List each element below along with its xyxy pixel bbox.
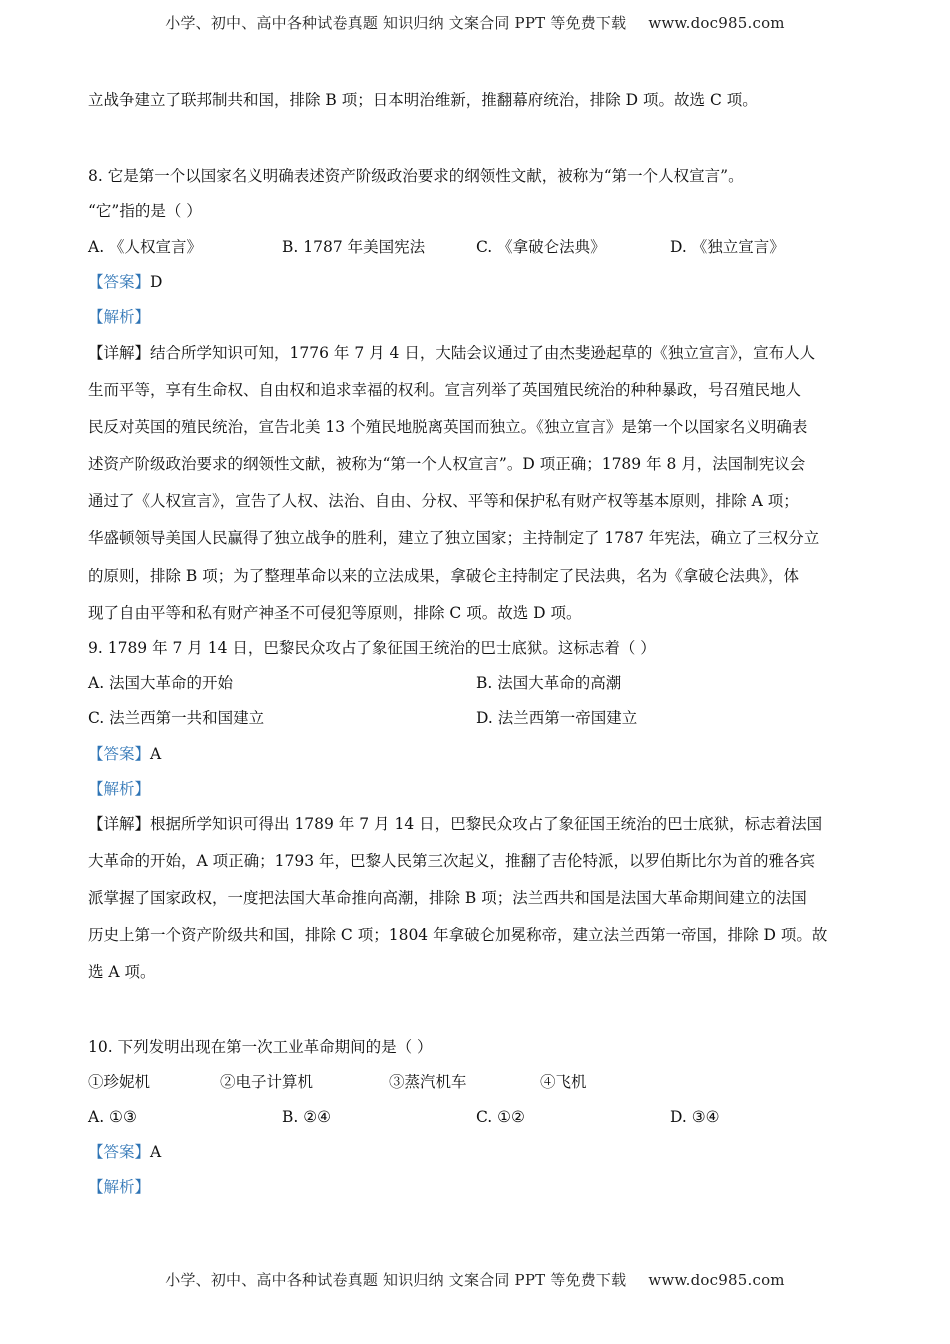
answer-value: D [150,273,163,291]
detail-text: 结合所学知识可知，1776 年 7 月 4 日，大陆会议通过了由杰斐逊起草的《独立宣言》，宣布人人 [150,344,816,362]
answer-label: 【答案】 [88,745,151,763]
answer-label: 【答案】 [88,273,151,291]
q9-option-a: A. 法国大革命的开始 [88,674,234,692]
q8-detail-line: 民反对英国的殖民统治，宣告北美 13 个殖民地脱离英国而独立。《独立宣言》是第一个以国家名义明确表 [88,418,808,436]
q10-item-2: ②电子计算机 [220,1073,314,1091]
page-footer [0,1269,950,1290]
q10-option-c: C. ①② [476,1108,525,1126]
page-header [0,12,950,33]
footer-url[interactable]: www.doc985.com [648,1271,785,1289]
q8-answer [88,272,162,292]
q8-detail-line: 现了自由平等和私有财产神圣不可侵犯等原则，排除 C 项。故选 D 项。 [88,604,582,622]
analysis-label: 【解析】 [88,1178,151,1196]
q10-item-1: ①珍妮机 [88,1073,151,1091]
q8-option-b: B. 1787 年美国宪法 [282,238,426,256]
detail-label: 【详解】 [88,344,151,362]
detail-text: 根据所学知识可得出 1789 年 7 月 14 日，巴黎民众攻占了象征国王统治的巴士底狱，标志着法国 [150,815,823,833]
q9-detail-line: 选 A 项。 [88,963,156,981]
q9-answer [88,744,161,764]
q10-stem: 10. 下列发明出现在第一次工业革命期间的是（ ） [88,1038,433,1056]
answer-value: A [150,745,162,763]
q9-option-d: D. 法兰西第一帝国建立 [476,709,638,727]
q8-option-d: D. 《独立宣言》 [670,238,785,256]
analysis-label: 【解析】 [88,308,151,326]
q8-detail-line: 通过了《人权宣言》，宣告了人权、法治、自由、分权、平等和保护私有财产权等基本原则，排除 A 项； [88,492,799,510]
q9-detail-line: 大革命的开始，A 项正确；1793 年，巴黎人民第三次起义，推翻了吉伦特派，以罗伯斯比尔为首的雅各宾 [88,852,815,870]
q8-analysis-label [88,307,150,327]
q8-detail-line: 华盛顿领导美国人民赢得了独立战争的胜利，建立了独立国家；主持制定了 1787 年宪法，确立了三权分立 [88,529,820,547]
analysis-label: 【解析】 [88,780,151,798]
header-url[interactable]: www.doc985.com [648,14,785,32]
q9-option-c: C. 法兰西第一共和国建立 [88,709,265,727]
q9-stem: 9. 1789 年 7 月 14 日，巴黎民众攻占了象征国王统治的巴士底狱。这标志着（ ） [88,639,656,657]
q9-option-b: B. 法国大革命的高潮 [476,674,622,692]
q9-detail-line: 派掌握了国家政权，一度把法国大革命推向高潮，排除 B 项；法兰西共和国是法国大革命期间建立的法国 [88,889,807,907]
q10-item-3: ③蒸汽机车 [389,1073,467,1091]
q9-detail-line [88,814,822,834]
q9-analysis-label [88,779,150,799]
q8-stem-line-1: 8. 它是第一个以国家名义明确表述资产阶级政治要求的纲领性文献，被称为“第一个人权宣言”。 [88,167,744,185]
q10-option-d: D. ③④ [670,1108,720,1126]
q8-stem-line-2: “它”指的是（ ） [88,202,202,220]
header-text: 小学、初中、高中各种试卷真题 知识归纳 文案合同 PPT 等免费下载 [165,14,627,32]
q9-detail-line: 历史上第一个资产阶级共和国，排除 C 项；1804 年拿破仑加冕称帝，建立法兰西第一帝国，排除 D 项。故 [88,926,828,944]
answer-label: 【答案】 [88,1143,151,1161]
footer-text: 小学、初中、高中各种试卷真题 知识归纳 文案合同 PPT 等免费下载 [165,1271,627,1289]
q8-option-c: C. 《拿破仑法典》 [476,238,606,256]
q8-option-a: A. 《人权宣言》 [88,238,203,256]
q8-detail-line: 述资产阶级政治要求的纲领性文献，被称为“第一个人权宣言”。D 项正确；1789 年 8 月，法国制宪议会 [88,455,806,473]
q10-item-4: ④飞机 [540,1073,587,1091]
q10-analysis-label [88,1177,150,1197]
answer-value: A [150,1143,162,1161]
q10-option-b: B. ②④ [282,1108,332,1126]
q10-option-a: A. ①③ [88,1108,137,1126]
q8-detail-line [88,343,815,363]
q8-detail-line: 生而平等，享有生命权、自由权和追求幸福的权利。宣言列举了英国殖民统治的种种暴政，号召殖民地人 [88,381,802,399]
q8-detail-line: 的原则，排除 B 项；为了整理革命以来的立法成果，拿破仑主持制定了民法典，名为《拿破仑法典》，体 [88,567,799,585]
q10-answer [88,1142,161,1162]
prev-question-tail: 立战争建立了联邦制共和国，排除 B 项；日本明治维新，推翻幕府统治，排除 D 项。故选 C 项。 [88,91,758,109]
detail-label: 【详解】 [88,815,151,833]
